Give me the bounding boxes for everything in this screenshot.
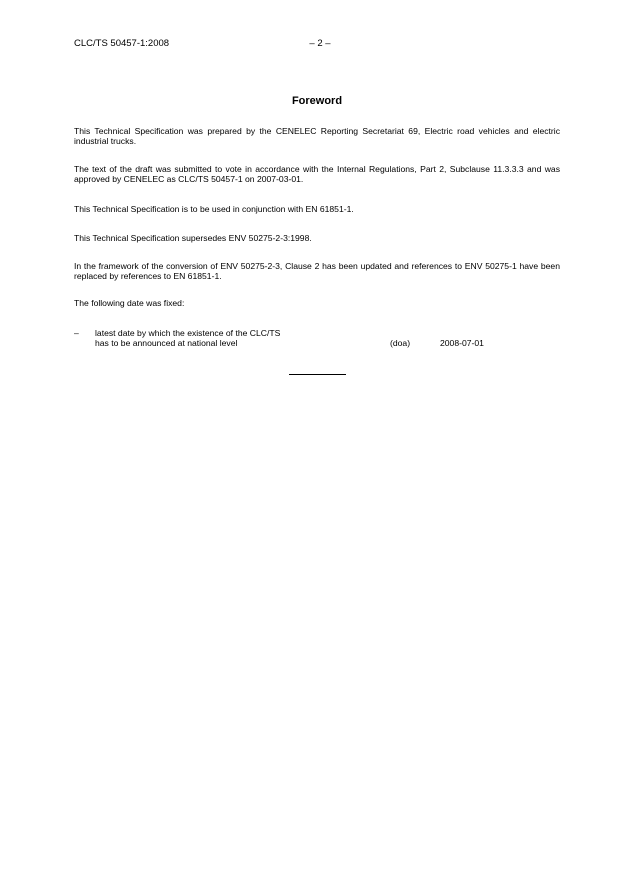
paragraph-conjunction: This Technical Specification is to be used in conjunction with EN 61851-1. [74, 204, 354, 214]
paragraph-date-fixed: The following date was fixed: [74, 298, 185, 308]
foreword-title: Foreword [291, 95, 343, 107]
date-item-line-2: has to be announced at national level [95, 338, 238, 348]
date-item-line-1: latest date by which the existence of the CLC/TS [95, 328, 281, 338]
paragraph-prepared-by: This Technical Specification was prepared by the CENELEC Reporting Secretariat 69, Electric road vehicles and electric industrial trucks. [74, 126, 560, 146]
end-rule-divider [289, 374, 346, 375]
date-item-date: 2008-07-01 [440, 338, 484, 348]
list-dash: – [74, 328, 79, 338]
paragraph-supersedes: This Technical Specification supersedes ENV 50275-2-3:1998. [74, 233, 312, 243]
date-item-code: (doa) [390, 338, 411, 348]
paragraph-vote: The text of the draft was submitted to vote in accordance with the Internal Regulations, Part 2, Subclause 11.3.3.3 and was approved by CENELEC as CLC/TS 50457-1 on 2007-03-01. [74, 164, 560, 184]
paragraph-conversion: In the framework of the conversion of ENV 50275-2-3, Clause 2 has been updated and references to ENV 50275-1 have been replaced by references to EN 61851-1. [74, 261, 560, 281]
header-page-number: – 2 – [309, 38, 331, 49]
header-doc-reference: CLC/TS 50457-1:2008 [74, 38, 170, 49]
